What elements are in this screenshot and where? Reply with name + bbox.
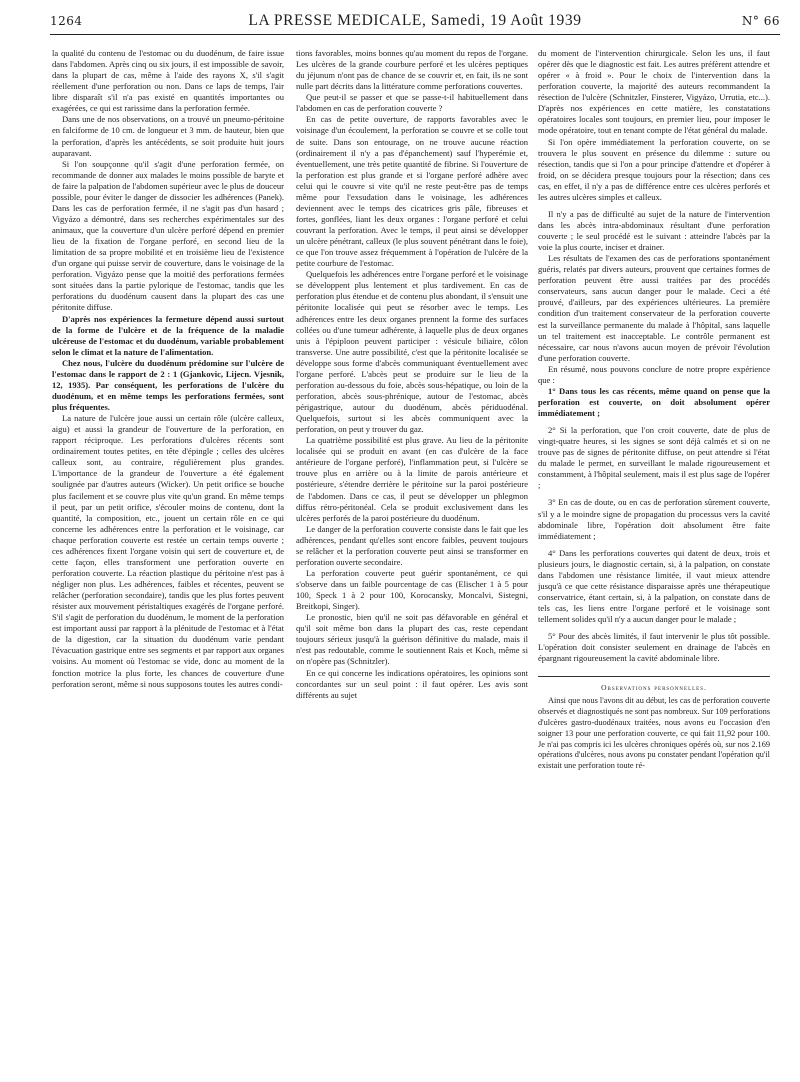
journal-title-text: LA PRESSE MEDICALE, Samedi, 19 Août 1939 <box>248 12 582 29</box>
paragraph: En cas de petite ouverture, de rapports favorables avec le voisinage d'un écoulement, la perforation se couvre et se colle tout de suite. Dans son entourage, on ne trouve aucune réaction (ordinairement il n'y a pas d'épanchement) sauf l'hyperémie et, éventuellement, une très petite quantité de fibrine. Si l'ouverture de la perforation est plus grande et si l'organe perforé adhère avec celui qui le couvre si vite qu'il ne reste peut-être pas de temps même pour l'exsudation dans le voisinage, les adhérences deviennent avec le temps des cicatrices gris pâle, fibreuses et fortes, gonflées, liant les deux organes : l'organe perforé et celui couvrant la perforation. Avec le temps, il peut ainsi se développer un ulcère pénétrant, calleux (le plus souvent pénétrant dans le foie), ce que l'on trouve assez fréquemment à l'opération de l'ulcère de la petite courbure de l'estomac. <box>296 114 528 269</box>
paragraph: Il n'y a pas de difficulté au sujet de la nature de l'intervention dans les abcès intra-abdominaux résultant d'une perforation couverte ; le seul procédé est le suivant : atteindre l'abcès par la voie la plus courte, inciser et drainer. <box>538 208 770 253</box>
paragraph: Le pronostic, bien qu'il ne soit pas défavorable en général et qu'il soit même bon dans la plupart des cas, reste cependant toujours sérieux jusqu'à la guérison définitive du malade, mais il n'est pas redoutable, comme le soutiennent Rais et Koch, même si on n'opère pas (Schnitzler). <box>296 612 528 667</box>
paragraph: 2° Si la perforation, que l'on croit couverte, date de plus de vingt-quatre heures, si les signes se sont déjà calmés et si on ne trouve pas de signes de péritonite diffuse, on peut attendre si l'état du malade le permet, en surveillant le malade rigoureusement et constamment, à l'hôpital seulement, mais il est plus sage de l'opérer ; <box>538 425 770 491</box>
paragraph: Si l'on opère immédiatement la perforation couverte, on se trouvera le plus souvent en présence du dilemme : suture ou résection, tandis que si l'on a pour principe d'attendre et d'opérer à froid, on se décidera presque toujours pour la résection; dans ces cas, en effet, il n'y a pas de différence entre ces ulcères perforés et les autres ulcères simples et calleux. <box>538 136 770 202</box>
paragraph: En résumé, nous pouvons conclure de notre propre expérience que : <box>538 363 770 385</box>
column-3 <box>538 48 770 772</box>
column-2 <box>296 48 528 701</box>
paragraph: la qualité du contenu de l'estomac ou du duodénum, de faire issue dans l'abdomen. Après cinq ou six jours, il est impossible de savoir, dans la plupart de cas, même à l'aide des rayons X, s'il s'agit réellement d'une perforation ou non. Dans ce laps de temps, l'air libre disparaît s'il n'a pas existé en quantités importantes ou exagérées, ce qui est rarissime dans la perforation fermée. <box>52 48 284 114</box>
paragraph: D'après nos expériences la fermeture dépend aussi surtout de la forme de l'ulcère et de la fréquence de la maladie ulcéreuse de l'estomac et du duodénum, variable probablement selon le climat et la nature de l'alimentation. <box>52 313 284 357</box>
paragraph: 5° Pour des abcès limités, il faut intervenir le plus tôt possible. L'opération doit consister seulement en drainage de l'abcès en épargnant rigoureusement la cavité abdominale libre. <box>538 631 770 664</box>
paragraph: Chez nous, l'ulcère du duodénum prédomine sur l'ulcère de l'estomac dans le rapport de 2 : 1 (Gjankovic, Lijecn. Vjesnik, 12, 1935). Par conséquent, les perforations de l'ulcère du duodénum, et en même temps les perforations fermées, sont plus fréquentes. <box>52 357 284 412</box>
column-1 <box>52 48 284 690</box>
issue-number: N° 66 <box>741 14 780 28</box>
paragraph: Les résultats de l'examen des cas de perforations spontanément guéris, relatés par divers auteurs, prouvent que certaines formes de perforation peuvent être aussi traitées par des procédés conservateurs, sans aucun danger pour le malade. Ceci a été prouvé, d'ailleurs, par des expériences ultérieures. La première condition d'un traitement conservateur de la perforation couverte est la surveillance permanente du malade à l'hôpital, sans laquelle un tel traitement est inacceptable. Le contrôle permanent est nécessaire, car nous n'avons aucun moyen de prévoir l'évolution d'une perforation couverte. <box>538 253 770 363</box>
paragraph: Dans une de nos observations, on a trouvé un pneumo-péritoine en falciforme de 10 cm. de longueur et 3 mm. de hauteur, bien que la perforation, d'après les antécédents, se soit produite huit jours auparavant. <box>52 114 284 158</box>
paragraph: Quelquefois les adhérences entre l'organe perforé et le voisinage se développent plus lentement et plus tardivement. En cas de perforation plus étendue et de contenu plus abondant, il s'ensuit une péritonite localisée qui peut se résorber avec le temps. Les adhérences entre les deux organes prennent la forme des surfaces collées ou d'une tumeur adhérente, à laquelle plus de deux organes unis à l'épiploon peuvent participer : vésicule biliaire, côlon transverse. Une autre possibilité, c'est que la péritonite localisée se développe sous forme d'abcès communiquant éventuellement avec l'organe perforé. L'abcès peut se produire sur le lieu de la perforation au-dessous du foie, abcès sous-hépatique, ou loin de la perforation, abcès sous-phrénique, autour de l'estomac, abcès périgastrique, autour du duodénum, abcès périduodénal. Quelquefois, surtout si les abcès communiquent avec la perforation, on peut y trouver du gaz. <box>296 269 528 435</box>
paragraph: La perforation couverte peut guérir spontanément, ce qui s'observe dans un faible pourcentage de cas (Elischer 1 à 5 pour 100, Speck 1 à 2 pour 100, Korocansky, Moncalvi, Sistegni, Breitkopi, Singer). <box>296 567 528 612</box>
paragraph: Ainsi que nous l'avons dit au début, les cas de perforation couverte observés et diagnostiqués ne sont pas nombreux. Sur 109 perforations d'ulcères gastro-duodénaux traitées, nous avons eu l'occasion d'en soigner 13 pour une perforation couverte, ce qui fait 11,92 pour 100. Je n'ai pas compris ici les ulcères chroniques opérés où, sur nos 2.169 opérations d'ulcères, nous avons pu constater pendant l'opération qu'il existait une perforation toute ré- <box>538 696 770 771</box>
paragraph: 4° Dans les perforations couvertes qui datent de deux, trois et plusieurs jours, le diagnostic certain, si, à la palpation, on constate dans l'abdomen une résistance limitée, il vaut mieux attendre jusqu'à ce que cette résistance disparaisse après une thérapeutique conservatrice, étant certain, si, à la palpation, on constate dans de tels cas, les liens entre l'organe perforé et le voisinage sont tellement solides qu'il n'y a aucun danger pour le malade ; <box>538 547 770 625</box>
paragraph: La quatrième possibilité est plus grave. Au lieu de la péritonite localisée qui se produit en avant (en cas d'ulcère de la face antérieure de l'organe perforé), l'inflammation peut, si l'ulcère se trouve plus en arrière ou à la limite de parois antérieure et postérieure, s'étendre derrière le péritoine sur la paroi postérieure de l'abdomen. Dans ce cas, il peut se développer un phlegmon diffus rétro-péritonéal. Cela se produit exclusivement dans les ulcères perforés de la paroi postérieure du duodénum. <box>296 435 528 523</box>
paragraph: Si l'on soupçonne qu'il s'agit d'une perforation fermée, on recommande de donner aux malades le moins possible de baryte et de faire la palpation de l'abdomen supérieur avec le plus de douceur possible, pour éviter le danger de dissocier les adhérences (Panek). Dans les cas de perforation fermée, il ne s'agit pas d'un hasard ; Vigyázo a démontré, dans ses recherches expérimentales sur des animaux, que la couverture d'un ulcère perforé dépend en premier lieu de la fixation de l'organe perforé, en second lieu de la limitation de sa propre mobilité et en troisième lieu de l'existence d'un organe qui puisse servir de couverture, dans le voisinage de la perforation. Vigyázo pense que la moitié des perforations fermées sont situées dans la partie pylorique de l'estomac, tandis que les perforations du duodénum causent dans la plupart des cas une péritonite diffuse. <box>52 158 284 313</box>
paragraph: La nature de l'ulcère joue aussi un certain rôle (ulcère calleux, aigu) et aussi la grandeur de l'ouverture de la perforation, en rapport réciproque. Les perforations d'ulcères récents sont ordinairement toutes petites, en tête d'épingle ; celles des ulcères calleux sont, au contraire, régulièrement plus grandes. L'importance de la grandeur de l'ouverture a été également soulignée par d'autres auteurs (Wicker). Un petit orifice se bouche plus facilement et se couvre plus vite qu'un grand. En même temps il peut, par un petit orifice, s'écouler moins de contenu, dont la quantité, la composition, etc., jouent un certain rôle en ce qui concerne les adhérences entre la perforation et le voisinage, car chaque perforation couverte est restée un certain temps ouverte ; ces adhérences fixent l'organe voisin qui sert de couverture et, de cette façon, elles transforment une perforation ouverte en perforation couverte. La réaction plastique du péritoine n'est pas à négliger non plus. Les adhérences, faibles et récentes, peuvent se relâcher (perforation secondaire), tandis que les plus fortes peuvent résister aux mouvement péristaltiques exagérés de l'organe perforé. S'il s'agit de perforation du duodénum, le moment de la perforation est important aussi par rapport à la plénitude de l'estomac et à l'état de la digestion, car la situation du duodénum varie pendant l'évacuation gastrique entre ses segments et par rapport aux organes voisins. Au moment où l'estomac se vide, donc au moment de la fonction motrice la plus forte, les chances de couverture d'une perforation seront, même si nous supposons toutes les autres condi- <box>52 413 284 689</box>
paragraph: Que peut-il se passer et que se passe-t-il habituellement dans l'abdomen en cas de perforation couverte ? <box>296 92 528 114</box>
paragraph: 1° Dans tous les cas récents, même quand on pense que la perforation est couverte, on doit absolument opérer immédiatement ; <box>538 385 770 418</box>
paragraph: du moment de l'intervention chirurgicale. Selon les uns, il faut opérer dès que le diagnostic est fait. Les autres préfèrent attendre et opérer « à froid ». Pour le choix de l'intervention dans la perforation couverte, la majorité des auteurs recommandent la résection de l'ulcère (Schnitzler, Finsterer, Vigyázo, Urrutia, etc...). D'après nos expériences en cette matière, les constatations opératoires locales sont toujours, en premier lieu, pour imposer le mode opératoire, tout en tenant compte de l'état général du malade. <box>538 48 770 136</box>
paragraph: Le danger de la perforation couverte consiste dans le fait que les adhérences, pendant qu'elles sont encore faibles, peuvent toujours se relâcher et la perforation couverte peut ainsi se transformer en perforation ouverte secondaire. <box>296 523 528 567</box>
journal-title <box>50 11 780 30</box>
page-number: 1264 <box>50 14 83 28</box>
page-header <box>50 8 780 35</box>
paragraph: tions favorables, moins bonnes qu'au moment du repos de l'organe. Les ulcères de la grande courbure perforé et les ulcères peptiques du jéjunum n'ont pas de chance de se couvrir et, en fait, ils ne sont nulle part décrits dans la littérature comme perforations couvertes. <box>296 48 528 92</box>
paragraph: En ce qui concerne les indications opératoires, les opinions sont concordantes sur un seul point : il faut opérer. Les avis sont différents au sujet <box>296 667 528 700</box>
paragraph: 3° En cas de doute, ou en cas de perforation sûrement couverte, s'il y a le moindre signe de propagation du processus vers la cavité abdominale libre, l'opération doit absolument être faite immédiatement ; <box>538 497 770 541</box>
section-heading: Observations personnelles. <box>538 676 770 692</box>
